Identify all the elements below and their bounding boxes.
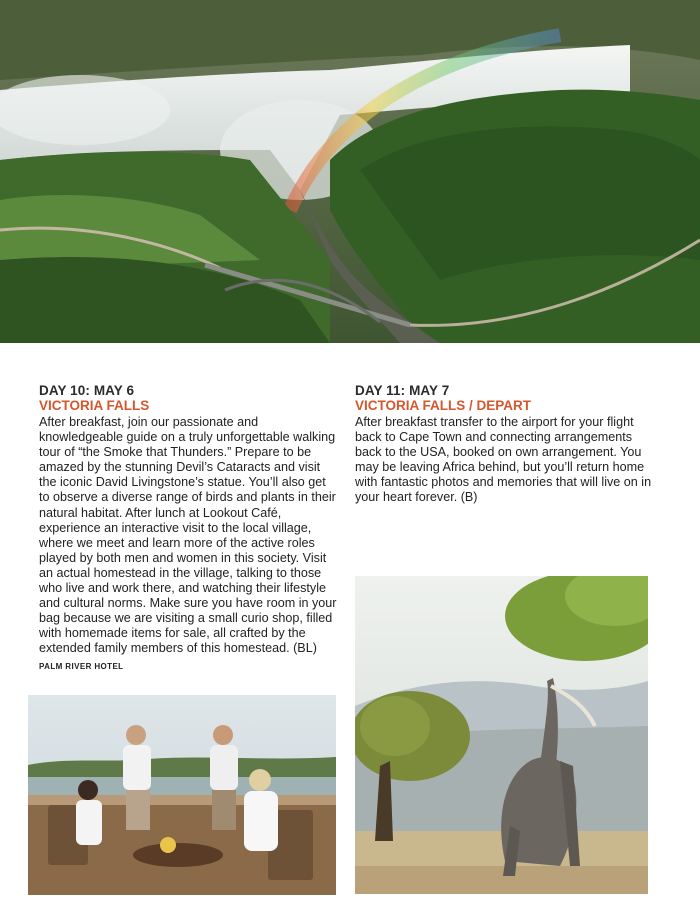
- day-10-hotel: PALM RIVER HOTEL: [39, 661, 124, 671]
- elephant-photo: [355, 576, 648, 894]
- day-10-title: DAY 10: MAY 6: [39, 383, 135, 398]
- day-11-description: After breakfast transfer to the airport for your flight back to Cape Town and connecting arrangements back to the USA, booked on own arrangement. You may be leaving Africa behind, but you’ll return home with fantastic photos and memories that will live on in your heart forever. (B): [355, 415, 652, 505]
- day-10-description: After breakfast, join our passionate and knowledgeable guide on a truly unforgettable walking tour of “the Smoke that Thunders.” Prepare to be amazed by the stunning Devil’s Cataracts and visit the iconic David Livingstone’s statue. You’ll also get to observe a diverse range of birds and plants in their natural habitat. After lunch at Lookout Café, experience an interactive visit to the local village, where we meet and learn more of the active roles played by both men and women in this society. Visit an actual homestead in the village, talking to those who live and work there, and watching their lifestyle and cultural norms. Make sure you have room in your bag because we are visiting a small curio shop, filled with homemade items for sale, all crafted by the extended family members of this homestead. (BL): [39, 415, 337, 656]
- boat-deck-group-photo: [28, 695, 336, 895]
- day-11-section: [355, 383, 655, 506]
- day-11-subtitle: VICTORIA FALLS / DEPART: [355, 398, 532, 413]
- day-10-subtitle: VICTORIA FALLS: [39, 398, 150, 413]
- day-10-section: [39, 383, 339, 671]
- victoria-falls-hero-photo: [0, 0, 700, 343]
- day-11-title: DAY 11: MAY 7: [355, 383, 450, 398]
